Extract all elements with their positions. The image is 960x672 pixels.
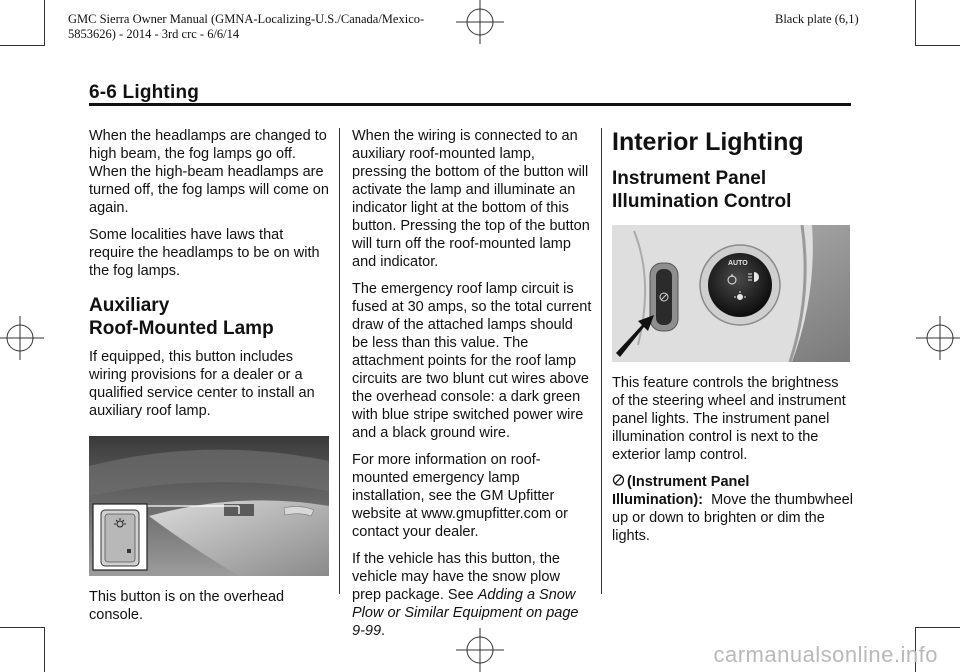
col1-paragraph-1: When the headlamps are changed to high beam, the fog lamps go off. When the high-beam headlamps are turned off, the fog lamps will come on again. (89, 128, 329, 216)
plate-label: Black plate (6,1) (775, 12, 859, 26)
column-divider (339, 128, 340, 594)
column-divider (601, 128, 602, 594)
col1-paragraph-3: If equipped, this button includes wiring provisions for a dealer or a qualified service center to install an auxiliary roof lamp. (89, 349, 315, 419)
overhead-console-caption: This button is on the overhead console. (89, 589, 285, 623)
column-2 (352, 127, 592, 649)
col2-paragraph-4 (352, 550, 592, 640)
panel-dimmer-thumbwheel (650, 263, 678, 331)
instrument-panel-heading-line-1: Instrument Panel (612, 168, 767, 189)
panel-dimmer-icon (612, 473, 625, 487)
column-3 (612, 127, 854, 554)
instrument-panel-term-description: Move the thumbwheel up or down to brighten or dim the lights. (612, 492, 853, 544)
col1-paragraph-2: Some localities have laws that require the headlamps to be on with the fog lamps. (89, 227, 320, 279)
registration-mark-icon (456, 0, 504, 44)
auxiliary-heading-line-2: Roof-Mounted Lamp (89, 318, 274, 339)
col2-paragraph-4-prefix: If the vehicle has this button, the vehicle may have the snow plow prep package. See (352, 551, 560, 603)
overhead-console-figure (89, 436, 329, 576)
header-rule (89, 103, 851, 106)
interior-lighting-heading: Interior Lighting (612, 128, 804, 156)
watermark: carmanualsonline.info (713, 642, 938, 667)
column-1 (89, 127, 329, 633)
dimmer-control-figure (612, 225, 850, 362)
auxiliary-heading-line-1: Auxiliary (89, 295, 170, 316)
instrument-panel-definition (612, 473, 854, 545)
registration-mark-icon (916, 316, 960, 360)
col2-paragraph-3: For more information on roof-mounted emergency lamp installation, see the GM Upfitter website at www.gmupfitter.com or contact your dealer. (352, 452, 568, 540)
col3-paragraph-1: This feature controls the brightness of the steering wheel and instrument panel lights. The instrument panel illumination control is next to the exterior lamp control. (612, 375, 846, 463)
registration-mark-icon (0, 316, 44, 360)
auto-label: AUTO (728, 260, 748, 267)
col2-paragraph-1: When the wiring is connected to an auxiliary roof-mounted lamp, pressing the bottom of the button will activate the lamp and illuminate an indicator light at the bottom of this button. Pressing the top of the button will turn off the roof-mounted lamp and indicator. (352, 128, 590, 270)
print-title-line-2: 5853626) - 2014 - 3rd crc - 6/6/14 (68, 27, 240, 41)
instrument-panel-heading (612, 167, 854, 213)
instrument-panel-heading-line-2: Illumination Control (612, 191, 792, 212)
auxiliary-lamp-heading (89, 294, 329, 340)
print-title-line-1: GMC Sierra Owner Manual (GMNA-Localizing-U.S./Canada/Mexico- (68, 12, 425, 26)
section-header: 6-6 Lighting (89, 82, 200, 103)
col2-paragraph-2: The emergency roof lamp circuit is fused at 30 amps, so the total current draw of the attached lamps should be less than this value. The attachment points for the roof lamp circuits are two blunt cut wires above the overhead console: a dark green with blue stripe switched power wire and a black ground wire. (352, 281, 592, 441)
instrument-panel-term: (Instrument Panel Illumination): (612, 474, 750, 508)
col2-paragraph-4-suffix: . (381, 623, 386, 639)
snow-plow-reference-link[interactable]: Adding a Snow Plow or Similar Equipment on page 9-99 (352, 587, 579, 639)
